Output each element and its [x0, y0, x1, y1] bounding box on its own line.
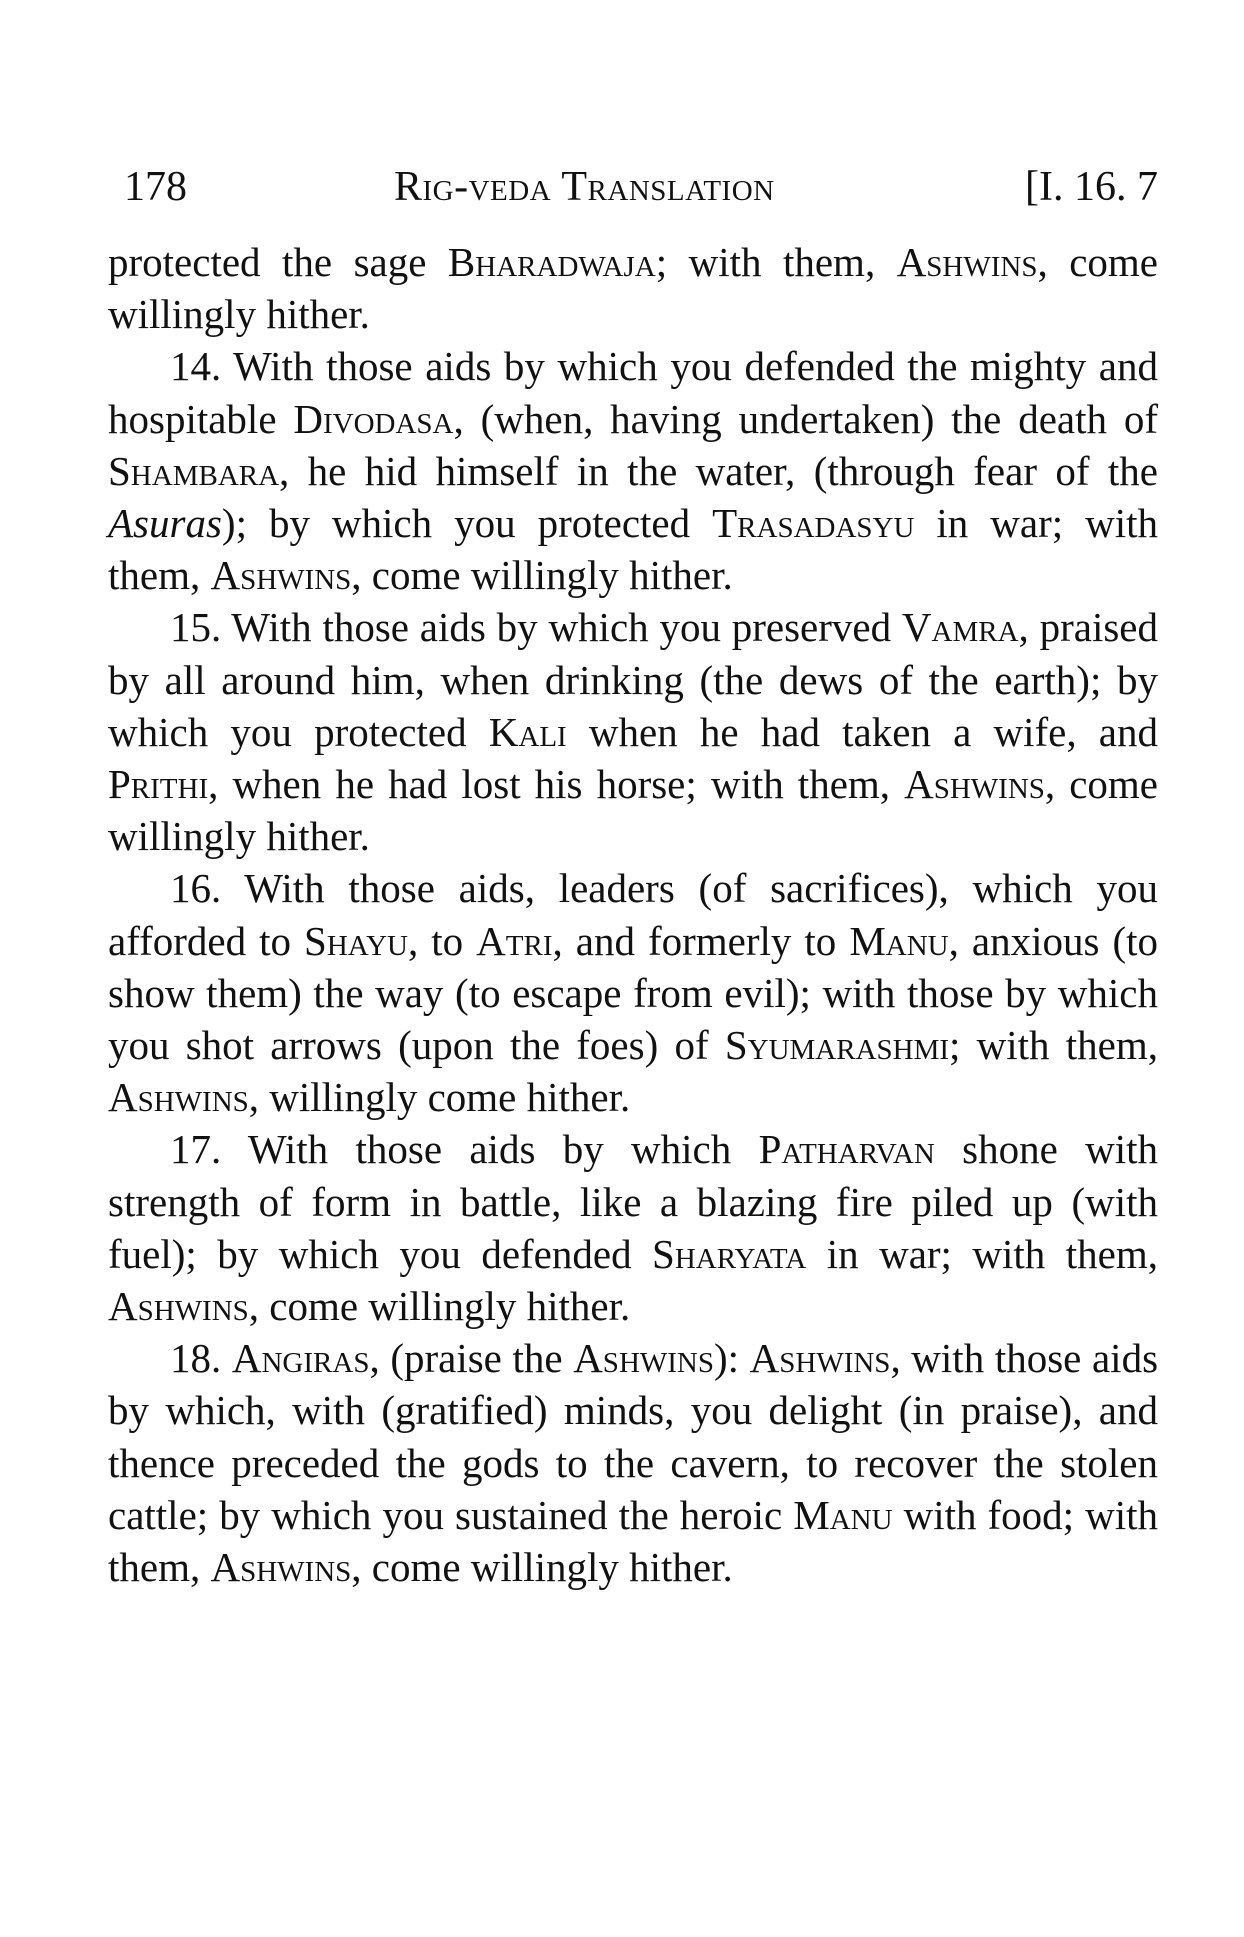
text-segment: , with those aids by which, with (gratified) minds, you delight (in praise), and thence preceded the gods to the cavern, to recover the stolen cattle; by which you sustained the heroic	[108, 1335, 1159, 1538]
verse-list	[108, 340, 1158, 1593]
text-segment: , willingly come hither.	[248, 1074, 631, 1121]
name-text: Prithi	[108, 761, 209, 808]
text-segment: ; with them,	[655, 239, 897, 285]
text-segment: With those aids by which you defended the mighty and hospitable	[108, 343, 1158, 442]
text-segment: , and formerly to	[552, 917, 850, 964]
text-segment: , praised by all around him, when drinking (the dews of the earth); by which you protected	[108, 604, 1158, 755]
text-segment: With those aids by which	[221, 1126, 759, 1173]
name-text: Syumarashmi	[724, 1022, 950, 1069]
name-text: Shayu	[304, 917, 408, 964]
running-title: Rig-veda Translation	[394, 164, 775, 210]
text-segment: , anxious (to show them) the way (to escape from evil); with those by which you shot arrows (upon the foes) of	[108, 917, 1158, 1069]
italic-text: Asuras	[108, 500, 222, 547]
continuation-paragraph	[108, 236, 1158, 340]
text-segment: , (when, having undertaken) the death of	[453, 395, 1158, 442]
text-segment: ); by which you protected	[221, 500, 713, 547]
text-segment: , he hid himself in the water, (through fear of the	[279, 447, 1158, 494]
verse-paragraph	[108, 1123, 1158, 1332]
text-segment: protected the sage	[108, 239, 448, 285]
page-number: 178	[124, 164, 187, 210]
name-text: Ashwins	[210, 1544, 352, 1591]
name-text: Ashwins	[904, 761, 1045, 808]
name-text: Kali	[488, 708, 567, 755]
name-text: Sharyata	[652, 1230, 807, 1277]
text-segment: shone with strength of form in battle, like a blazing fire piled up (with fuel); by which you defended	[108, 1126, 1158, 1277]
text-segment: ):	[713, 1335, 750, 1382]
name-text: Bharadwaja	[447, 239, 656, 285]
verse-paragraph	[108, 601, 1158, 862]
text-segment: , when he had lost his horse; with them,	[208, 761, 905, 808]
text-segment: , come willingly hither.	[351, 1544, 733, 1591]
text-segment: With those aids by which you preserved	[221, 604, 902, 651]
verse-paragraph	[108, 340, 1158, 601]
name-text: Ashwins	[573, 1335, 714, 1382]
verse-number: 15.	[170, 604, 222, 651]
text-segment: ; with them,	[949, 1022, 1159, 1069]
verse-number: 16.	[170, 865, 222, 912]
text-segment: With those aids, leaders (of sacrifices), which you afforded to	[108, 865, 1158, 964]
name-text: Ashwins	[210, 552, 352, 599]
text-segment: with food; with them,	[108, 1491, 1158, 1591]
text-segment: , come willingly hither.	[108, 239, 1158, 338]
verse-paragraph	[108, 862, 1158, 1123]
name-text: Vamra	[901, 604, 1019, 651]
name-text: Shambara	[108, 447, 280, 494]
text-segment: , (praise the	[369, 1335, 574, 1382]
verse-paragraph	[108, 1332, 1158, 1593]
name-text: Ashwins	[749, 1335, 891, 1382]
text-segment: , come willingly hither.	[248, 1283, 631, 1330]
verse-number: 14.	[170, 343, 222, 390]
verse-number: 18.	[170, 1335, 222, 1382]
name-text: Trasadasyu	[712, 500, 915, 547]
verse-number: 17.	[170, 1126, 222, 1173]
page-body	[108, 236, 1158, 1593]
name-text: Divodasa	[293, 395, 454, 442]
name-text: Manu	[793, 1491, 893, 1538]
name-text: Atri	[476, 917, 553, 964]
name-text: Patharvan	[758, 1126, 935, 1173]
running-header	[124, 162, 1158, 212]
name-text: Ashwins	[108, 1074, 249, 1121]
name-text: Manu	[849, 917, 949, 964]
section-reference: [I. 16. 7	[1025, 164, 1158, 210]
text-segment: , come willingly hither.	[108, 761, 1158, 860]
name-text: Ashwins	[108, 1283, 249, 1330]
text-segment: in war; with them,	[806, 1230, 1158, 1277]
name-text: Ashwins	[896, 239, 1038, 285]
text-segment: in war; with them,	[108, 500, 1158, 599]
text-segment: when he had taken a wife, and	[566, 708, 1158, 755]
text-segment	[221, 1335, 232, 1381]
text-segment: , come willingly hither.	[351, 552, 733, 599]
text-segment: , to	[407, 917, 477, 964]
name-text: Angiras	[231, 1335, 370, 1382]
